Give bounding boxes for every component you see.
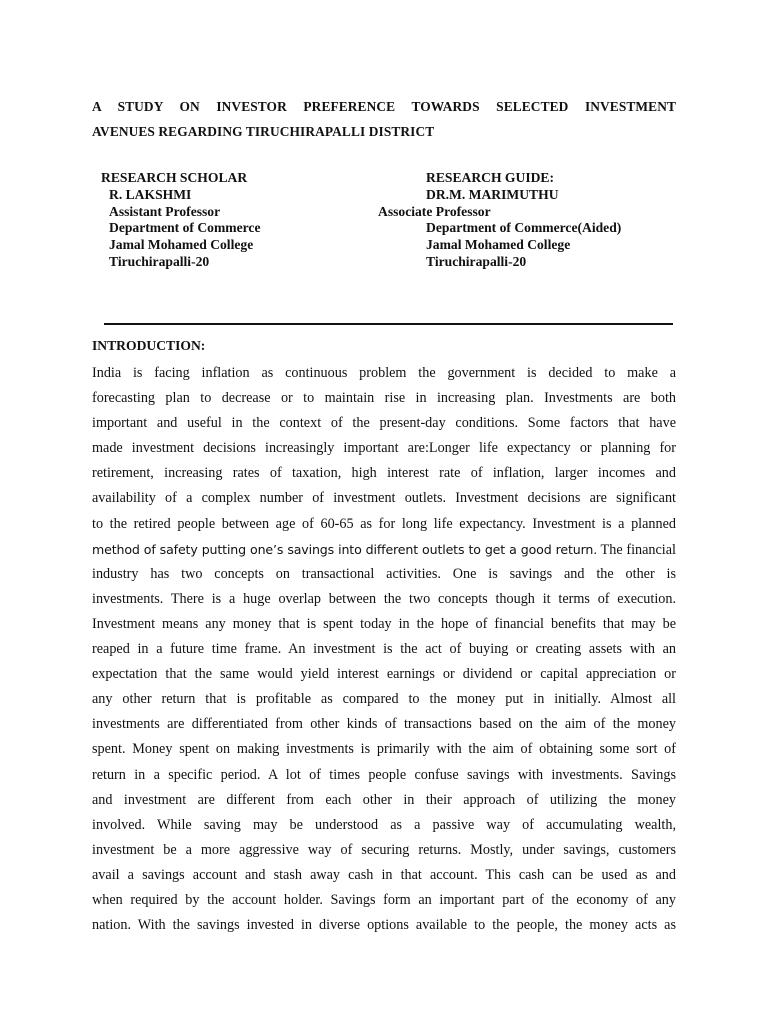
- introduction-body: [92, 361, 676, 938]
- body-line: important and useful in the context of the present-day conditions. Some factors that have: [92, 415, 676, 432]
- scholar-designation: Assistant Professor: [109, 203, 221, 219]
- research-scholar-block: [101, 170, 260, 271]
- body-line: expectation that the same would yield interest earnings or dividend or capital appreciation or: [92, 666, 676, 683]
- paper-title: [92, 94, 676, 144]
- body-line: reaped in a future time frame. An investment is the act of buying or creating assets with an: [92, 641, 676, 658]
- body-line-mixed-font: [92, 537, 676, 562]
- body-line: availability of a complex number of investment outlets. Investment decisions are significant: [92, 490, 676, 507]
- paper-title-line-2: AVENUES REGARDING TIRUCHIRAPALLI DISTRICT: [92, 124, 435, 139]
- research-guide-block: [378, 170, 621, 271]
- body-line: investments. There is a huge overlap between the two concepts though it terms of execution.: [92, 590, 676, 607]
- body-line: avail a savings account and stash away cash in that account. This cash can be used as and: [92, 866, 676, 883]
- body-line: Investment means any money that is spent today in the hope of financial benefits that may be: [92, 615, 676, 632]
- scholar-department: Department of Commerce: [109, 220, 261, 236]
- guide-heading: RESEARCH GUIDE:: [426, 170, 555, 185]
- guide-name: DR.M. MARIMUTHU: [426, 186, 559, 202]
- guide-designation: Associate Professor: [378, 203, 491, 219]
- body-line: investments are differentiated from other kinds of transactions based on the aim of the money: [92, 716, 676, 733]
- scholar-heading: RESEARCH SCHOLAR: [101, 170, 248, 185]
- body-line: forecasting plan to decrease or to maintain rise in increasing plan. Investments are both: [92, 390, 676, 407]
- body-line: nation. With the savings invested in diverse options available to the people, the money acts as: [92, 917, 676, 934]
- body-line: when required by the account holder. Savings form an important part of the economy of any: [92, 891, 676, 908]
- body-line: return in a specific period. A lot of times people confuse savings with investments. Savings: [92, 766, 676, 783]
- scholar-city: Tiruchirapalli-20: [109, 253, 210, 269]
- body-line-serif-segment: The financial: [597, 541, 676, 558]
- body-line: involved. While saving may be understood as a passive way of accumulating wealth,: [92, 816, 676, 833]
- guide-department: Department of Commerce(Aided): [426, 220, 622, 236]
- body-line: made investment decisions increasingly important are:Longer life expectancy or planning for: [92, 440, 676, 457]
- body-line: and investment are different from each other in their approach of utilizing the money: [92, 791, 676, 808]
- body-line: India is facing inflation as continuous problem the government is decided to make a: [92, 365, 676, 381]
- body-line: any other return that is profitable as compared to the money put in initially. Almost all: [92, 691, 676, 708]
- body-line-sans-segment: method of safety putting one’s savings into different outlets to get a good return.: [92, 541, 598, 557]
- body-line: investment be a more aggressive way of securing returns. Mostly, under savings, customers: [92, 841, 676, 858]
- body-line: spent. Money spent on making investments is primarily with the aim of obtaining some sort of: [92, 741, 676, 758]
- introduction-heading: INTRODUCTION:: [92, 338, 206, 353]
- scholar-name: R. LAKSHMI: [109, 186, 192, 202]
- body-line: industry has two concepts on transactional activities. One is savings and the other is: [92, 565, 676, 582]
- scholar-college: Jamal Mohamed College: [109, 237, 254, 253]
- guide-college: Jamal Mohamed College: [426, 237, 571, 253]
- paper-title-line-1: A STUDY ON INVESTOR PREFERENCE TOWARDS SELECTED INVESTMENT: [92, 99, 676, 114]
- guide-city: Tiruchirapalli-20: [426, 253, 527, 269]
- body-line: to the retired people between age of 60-65 as for long life expectancy. Investment is a planned: [92, 515, 676, 532]
- body-line: retirement, increasing rates of taxation, high interest rate of inflation, larger incomes and: [92, 465, 676, 482]
- horizontal-divider: [104, 323, 673, 325]
